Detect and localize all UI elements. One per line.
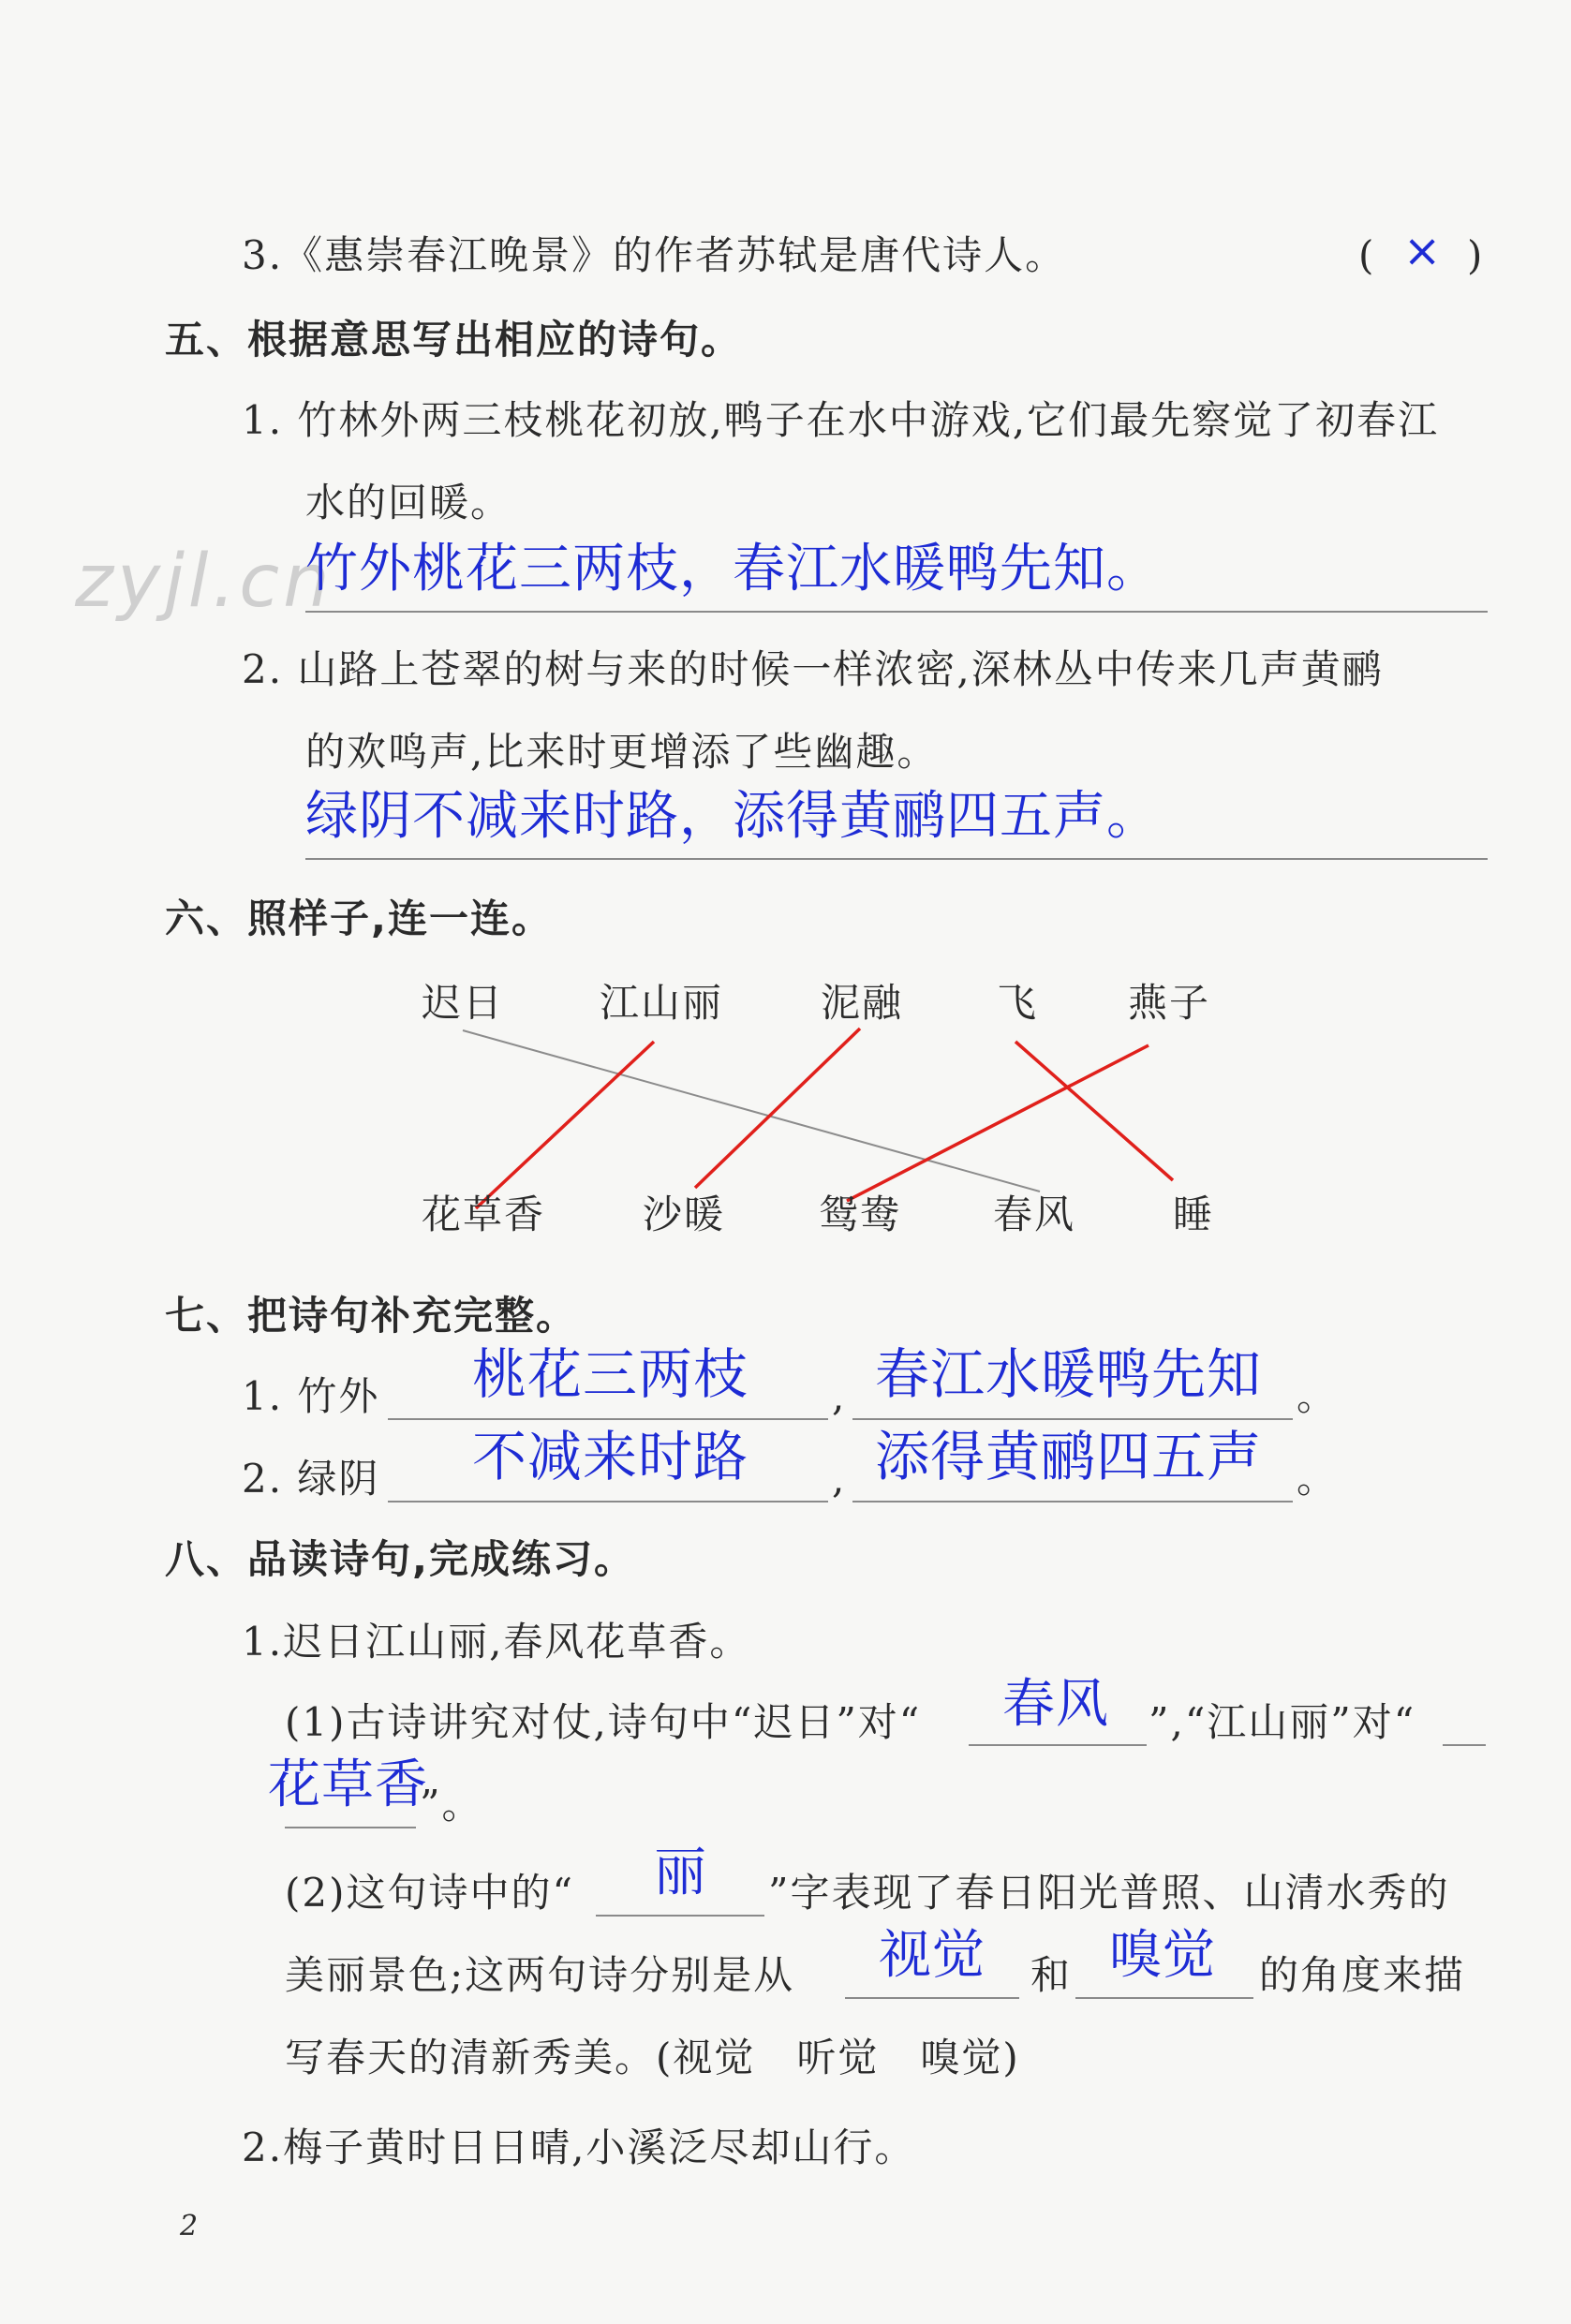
paren-close: ) (1467, 232, 1485, 278)
q8-sub1-answer-2: 花草香 (268, 1754, 428, 1815)
q8-sub2-part-f: 写春天的清新秀美。(视觉 听觉 嗅觉) (285, 2035, 1020, 2080)
q4-item-3: 3.《惠崇春江晚景》的作者苏轼是唐代诗人。 (242, 232, 1067, 278)
q8-sub2-answer-1: 丽 (654, 1843, 707, 1903)
top-word-1: 迟日 (422, 980, 505, 1026)
section-6-title: 六、照样子,连一连。 (165, 896, 553, 941)
top-word-2: 江山丽 (600, 980, 724, 1026)
q5-answer-1: 竹外桃花三两枝，春江水暖鸭先知。 (305, 539, 1160, 600)
q5-answer-2: 绿阴不减来时路，添得黄鹂四五声。 (305, 786, 1160, 847)
q7-item-1-prefix: 1. 竹外 (242, 1373, 380, 1419)
section-5-title: 五、根据意思写出相应的诗句。 (165, 317, 743, 363)
q8-poem-2: 2.梅子黄时日日晴,小溪泛尽却山行。 (242, 2124, 916, 2170)
bottom-word-4: 春风 (993, 1192, 1076, 1237)
q8-sub1-part-b: ”,“江山丽”对“ (1149, 1699, 1416, 1745)
answer-cross: × (1403, 225, 1443, 277)
q7-item-2-prefix: 2. 绿阴 (242, 1456, 380, 1502)
q7-answer-1a: 桃花三两枝 (472, 1342, 749, 1406)
blank-s1a (969, 1744, 1147, 1746)
bottom-word-2: 沙暖 (643, 1192, 726, 1237)
blank-2b (852, 1501, 1293, 1502)
q7-answer-2a: 不减来时路 (472, 1425, 749, 1488)
top-word-4: 飞 (997, 980, 1039, 1026)
blank-s1b-tail (1443, 1744, 1486, 1746)
answer-line-c (847, 1045, 1149, 1201)
answer-line-d (1015, 1042, 1173, 1180)
comma-1: , (832, 1373, 847, 1419)
q7-answer-1b: 春江水暖鸭先知 (875, 1342, 1263, 1406)
watermark: zyjl.cn (75, 540, 333, 624)
blank-2a (388, 1501, 828, 1502)
blank-s1b (285, 1827, 416, 1828)
comma-2: , (832, 1456, 847, 1502)
q5-item-2-line-2: 的欢鸣声,比来时更增添了些幽趣。 (305, 729, 939, 775)
example-line (463, 1030, 1040, 1192)
period-1: 。 (1297, 1373, 1339, 1419)
bottom-word-1: 花草香 (422, 1192, 546, 1237)
bottom-word-5: 睡 (1173, 1192, 1215, 1237)
paren-open: ( (1358, 232, 1376, 278)
blank-s2b (845, 1997, 1019, 1999)
blank-s2c (1075, 1997, 1253, 1999)
page-number: 2 (180, 2210, 200, 2243)
answer-line-b (695, 1029, 860, 1188)
section-8-title: 八、品读诗句,完成练习。 (165, 1536, 635, 1582)
period-2: 。 (1297, 1456, 1339, 1502)
q8-sub2-answer-3: 嗅觉 (1109, 1925, 1216, 1986)
blank-s2a (596, 1915, 764, 1917)
answer-line-a (476, 1042, 654, 1208)
blank-1b (852, 1418, 1293, 1420)
q7-answer-2b: 添得黄鹂四五声 (875, 1425, 1263, 1488)
q8-sub2-part-c: 美丽景色;这两句诗分别是从 (285, 1952, 795, 1998)
q5-item-1-line-1: 1. 竹林外两三枝桃花初放,鸭子在水中游戏,它们最先察觉了初春江 (242, 397, 1440, 443)
q8-sub1-part-c: ”。 (420, 1782, 483, 1828)
top-word-5: 燕子 (1128, 980, 1211, 1026)
q8-sub2-part-e: 的角度来描 (1259, 1952, 1466, 1998)
bottom-word-3: 鸳鸯 (819, 1192, 902, 1237)
blank-1a (388, 1418, 828, 1420)
q8-sub1-answer-1: 春风 (1002, 1674, 1109, 1735)
q5-item-1-line-2: 水的回暖。 (305, 480, 512, 525)
q5-item-2-line-1: 2. 山路上苍翠的树与来的时候一样浓密,深林丛中传来几声黄鹂 (242, 646, 1384, 692)
q8-sub2-answer-2: 视觉 (879, 1925, 986, 1986)
section-7-title: 七、把诗句补充完整。 (165, 1293, 578, 1339)
q8-poem-1: 1.迟日江山丽,春风花草香。 (242, 1619, 751, 1665)
q8-sub2-part-a: (2)这句诗中的“ (285, 1870, 574, 1916)
q8-sub2-part-d: 和 (1030, 1952, 1073, 1998)
q8-sub2-part-b: ”字表现了春日阳光普照、山清水秀的 (768, 1870, 1450, 1916)
q8-sub1-part-a: (1)古诗讲究对仗,诗句中“迟日”对“ (285, 1699, 922, 1745)
top-word-3: 泥融 (821, 980, 904, 1026)
